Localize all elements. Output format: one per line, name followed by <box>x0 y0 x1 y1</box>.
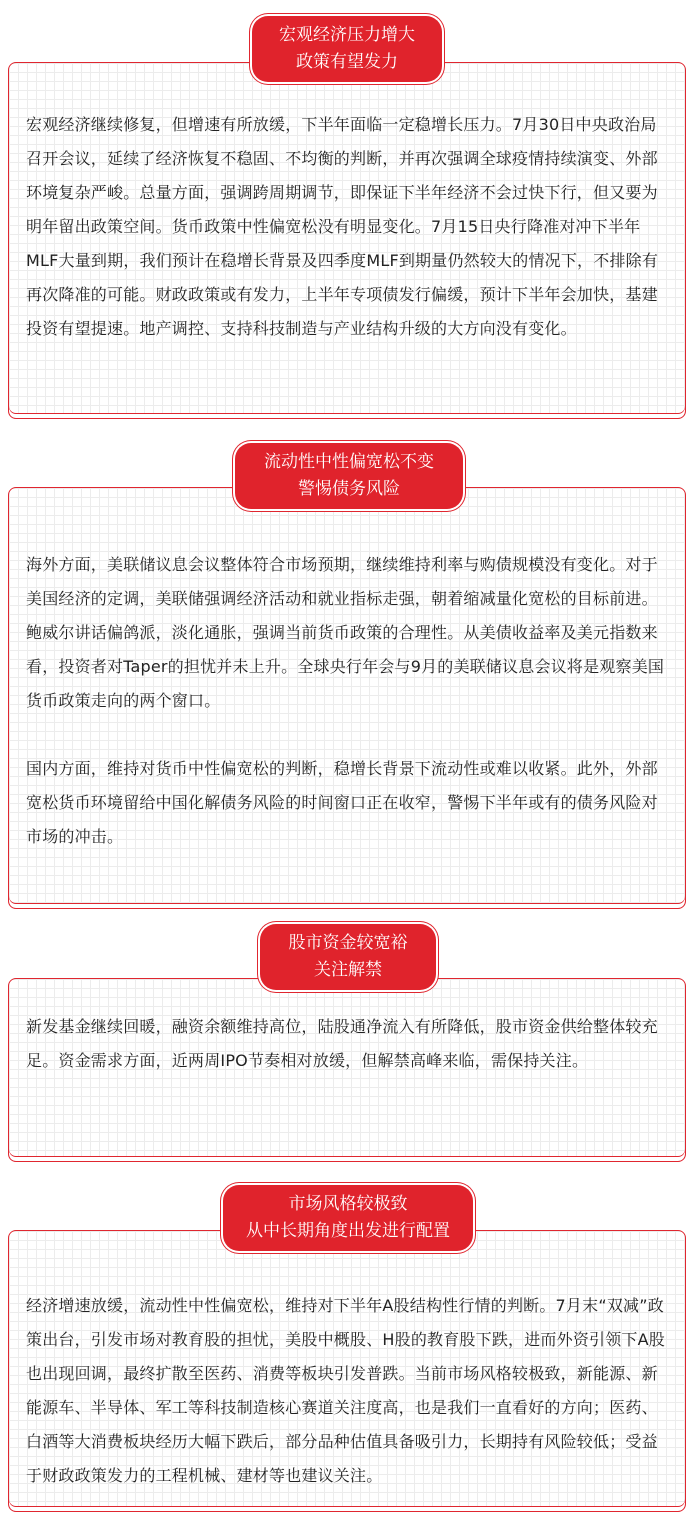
title-line: 宏观经济压力增大 <box>279 25 415 45</box>
title-line: 从中长期角度出发进行配置 <box>246 1221 450 1241</box>
section-title-funds <box>260 924 436 990</box>
title-line: 关注解禁 <box>314 960 382 980</box>
section-title-macro <box>252 16 442 82</box>
paragraph: 新发基金继续回暖，融资余额维持高位，陆股通净流入有所降低，股市资金供给整体较充足。资金需求方面，近两周IPO节奏相对放缓，但解禁高峰来临，需保持关注。 <box>26 1017 658 1070</box>
section-title-style <box>223 1185 473 1251</box>
section-text-macro <box>26 108 668 346</box>
section-text-liquidity <box>26 548 668 854</box>
title-line: 警惕债务风险 <box>298 479 400 499</box>
section-text-style <box>26 1289 668 1493</box>
title-line: 市场风格较极致 <box>288 1194 408 1214</box>
title-line: 政策有望发力 <box>296 52 398 72</box>
paragraph: 经济增速放缓，流动性中性偏宽松，维持对下半年A股结构性行情的判断。7月末“双减”政策出台，引发市场对教育股的担忧，美股中概股、H股的教育股下跌，进而外资引领下A股也出现回调，最终扩散至医药、消费等板块引发普跌。当前市场风格较极致，新能源、新能源车、半导体、军工等科技制造核心赛道关注度高，也是我们一直看好的方向；医药、白酒等大消费板块经历大幅下跌后，部分品种估值具备吸引力，长期持有风险较低；受益于财政政策发力的工程机械、建材等也建议关注。 <box>26 1296 665 1485</box>
section-text-funds <box>26 1010 668 1078</box>
paragraph: 国内方面，维持对货币中性偏宽松的判断，稳增长背景下流动性或难以收紧。此外，外部宽松货币环境留给中国化解债务风险的时间窗口正在收窄，警惕下半年或有的债务风险对市场的冲击。 <box>26 759 658 846</box>
section-title-liquidity <box>235 443 463 509</box>
paragraph: 宏观经济继续修复，但增速有所放缓，下半年面临一定稳增长压力。7月30日中央政治局召开会议，延续了经济恢复不稳固、不均衡的判断，并再次强调全球疫情持续演变、外部环境复杂严峻。总量方面，强调跨周期调节，即保证下半年经济不会过快下行，但又要为明年留出政策空间。货币政策中性偏宽松没有明显变化。7月15日央行降准对冲下半年MLF大量到期，我们预计在稳增长背景及四季度MLF到期量仍然较大的情况下，不排除有再次降准的可能。财政政策或有发力，上半年专项债发行偏缓，预计下半年会加快，基建投资有望提速。地产调控、支持科技制造与产业结构升级的大方向没有变化。 <box>26 115 659 338</box>
paragraph: 海外方面，美联储议息会议整体符合市场预期，继续维持利率与购债规模没有变化。对于美国经济的定调，美联储强调经济活动和就业指标走强，朝着缩减量化宽松的目标前进。鲍威尔讲话偏鸽派，淡化通胀，强调当前货币政策的合理性。从美债收益率及美元指数来看，投资者对Taper的担忧并未上升。全球央行年会与9月的美联储议息会议将是观察美国货币政策走向的两个窗口。 <box>26 555 665 710</box>
title-line: 股市资金较宽裕 <box>288 933 408 953</box>
title-line: 流动性中性偏宽松不变 <box>264 452 434 472</box>
